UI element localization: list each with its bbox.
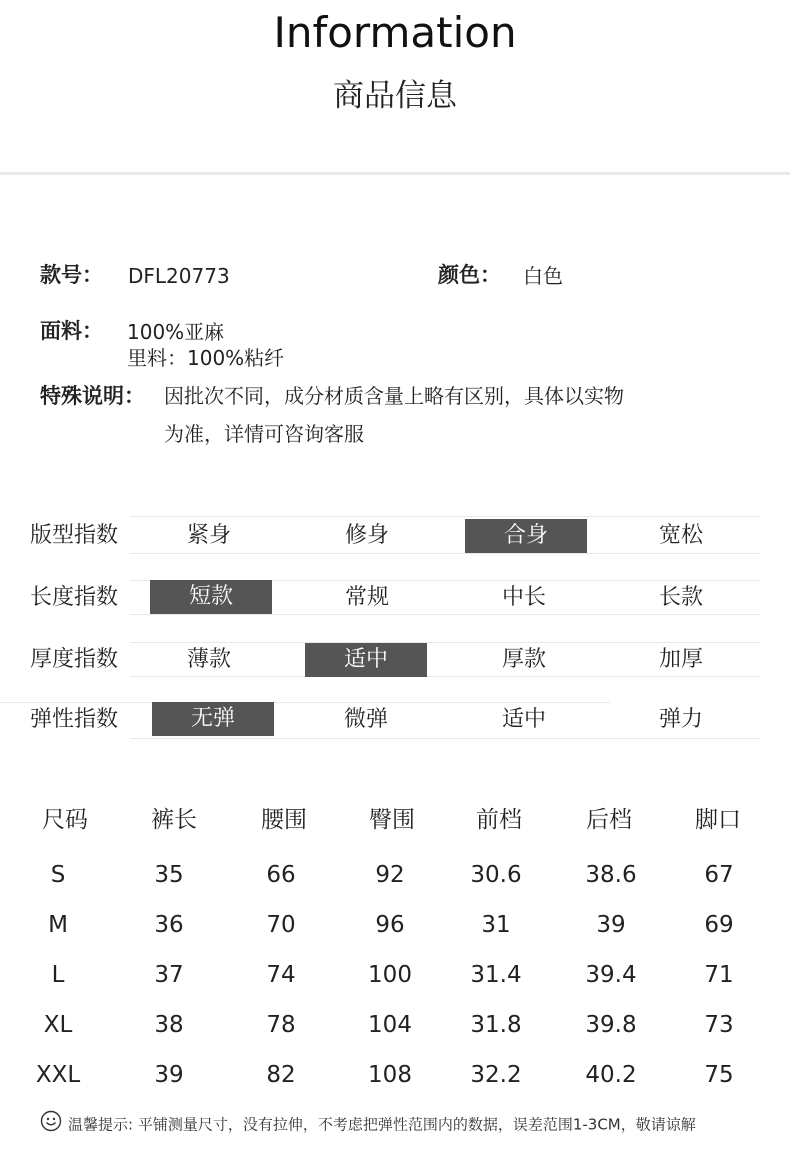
- table-cell: 39.4: [585, 962, 637, 988]
- header-size: 尺码: [42, 807, 88, 833]
- header-hip: 臀围: [369, 807, 415, 833]
- fit-option-tight: 紧身: [186, 523, 231, 548]
- table-cell: L: [51, 962, 65, 988]
- table-cell: 75: [704, 1062, 734, 1088]
- table-cell: 31.8: [470, 1012, 522, 1038]
- fit-option-loose: 宽松: [658, 523, 703, 548]
- tip-text: 温馨提示: 平铺测量尺寸，没有拉伸，不考虑把弹性范围内的数据，误差范围1-3CM，敬请谅解: [68, 1115, 696, 1134]
- length-option-short: 短款: [150, 580, 272, 614]
- table-cell: 40.2: [585, 1062, 637, 1088]
- header-waist: 腰围: [261, 807, 307, 833]
- length-index-label: 长度指数: [30, 585, 119, 610]
- elasticity-option-slight: 微弹: [343, 707, 388, 732]
- index-row-bottom-line: [130, 553, 760, 554]
- index-row-bottom-line: [130, 738, 760, 739]
- style-no-value: DFL20773: [128, 264, 230, 288]
- table-cell: 31.4: [470, 962, 522, 988]
- table-cell: 39.8: [585, 1012, 637, 1038]
- table-cell: 66: [266, 862, 296, 888]
- length-option-normal: 常规: [344, 585, 389, 610]
- table-cell: S: [50, 862, 66, 888]
- style-no-label: 款号：: [40, 263, 103, 287]
- elasticity-option-stretch: 弹力: [658, 707, 703, 732]
- table-cell: 73: [704, 1012, 734, 1038]
- table-cell: 74: [266, 962, 296, 988]
- title-chinese: 商品信息: [333, 78, 457, 114]
- table-cell: 70: [266, 912, 296, 938]
- table-cell: 104: [368, 1012, 412, 1038]
- table-cell: 67: [704, 862, 734, 888]
- fit-option-regular: 合身: [465, 519, 587, 553]
- thickness-index-label: 厚度指数: [30, 647, 119, 672]
- note-line-2: 为准，详情可咨询客服: [164, 422, 364, 446]
- thickness-option-thick: 厚款: [501, 647, 546, 672]
- title-english: Information: [273, 8, 517, 57]
- note-line-1: 因批次不同，成分材质含量上略有区别，具体以实物: [164, 384, 624, 408]
- table-cell: M: [48, 912, 68, 938]
- lining-value: 里料：100%粘纤: [127, 346, 285, 370]
- measurement-tip: [40, 1110, 696, 1140]
- table-cell: 35: [154, 862, 184, 888]
- table-cell: 96: [375, 912, 405, 938]
- table-cell: 36: [154, 912, 184, 938]
- color-label: 颜色：: [438, 263, 501, 287]
- table-cell: XXL: [35, 1062, 81, 1088]
- thickness-option-medium: 适中: [305, 643, 427, 677]
- thickness-option-thin: 薄款: [186, 647, 231, 672]
- table-cell: 108: [368, 1062, 412, 1088]
- table-cell: 78: [266, 1012, 296, 1038]
- table-cell: 39: [154, 1062, 184, 1088]
- table-cell: XL: [43, 1012, 73, 1038]
- fabric-label: 面料：: [40, 319, 103, 343]
- thickness-option-extra-thick: 加厚: [658, 647, 703, 672]
- table-cell: 37: [154, 962, 184, 988]
- header-divider: [0, 172, 790, 175]
- table-cell: 32.2: [470, 1062, 522, 1088]
- table-cell: 39: [596, 912, 626, 938]
- table-cell: 31: [481, 912, 511, 938]
- header-front-rise: 前档: [476, 807, 522, 833]
- table-cell: 71: [704, 962, 734, 988]
- length-option-mid: 中长: [501, 585, 546, 610]
- fit-index-label: 版型指数: [30, 523, 119, 548]
- table-cell: 38: [154, 1012, 184, 1038]
- length-option-long: 长款: [658, 585, 703, 610]
- header-back-rise: 后档: [586, 807, 632, 833]
- smile-icon: [40, 1110, 62, 1140]
- table-cell: 69: [704, 912, 734, 938]
- table-cell: 82: [266, 1062, 296, 1088]
- elasticity-option-none: 无弹: [152, 702, 274, 736]
- table-cell: 38.6: [585, 862, 637, 888]
- fabric-value: 100%亚麻: [127, 320, 225, 344]
- color-value: 白色: [523, 264, 563, 288]
- table-cell: 100: [368, 962, 412, 988]
- elasticity-index-label: 弹性指数: [30, 707, 119, 732]
- note-label: 特殊说明：: [40, 384, 145, 408]
- fit-option-slim: 修身: [344, 523, 389, 548]
- elasticity-option-medium: 适中: [501, 707, 546, 732]
- table-cell: 30.6: [470, 862, 522, 888]
- header-leg-opening: 脚口: [695, 807, 741, 833]
- index-row-top-line: [130, 516, 760, 517]
- header-length: 裤长: [151, 807, 197, 833]
- table-cell: 92: [375, 862, 405, 888]
